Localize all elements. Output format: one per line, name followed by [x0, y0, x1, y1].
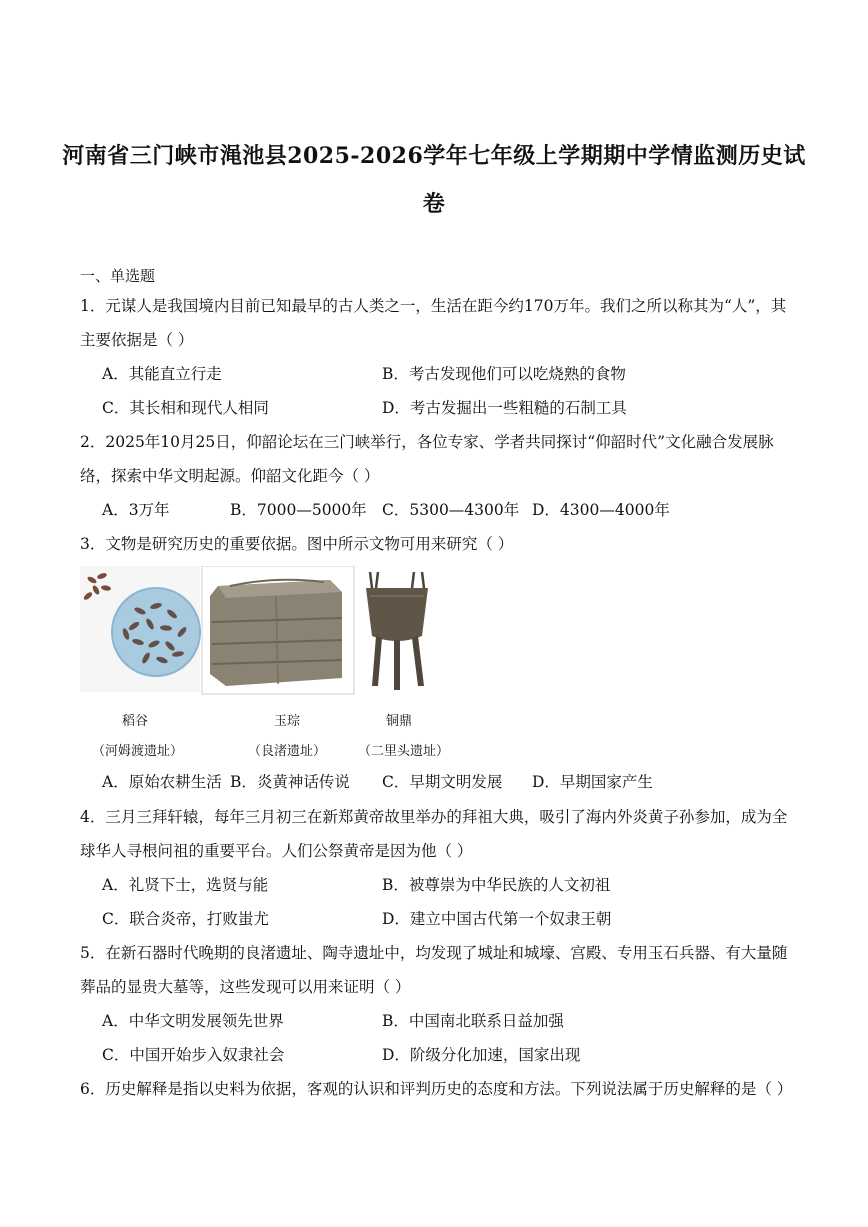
option-a[interactable]: A．3万年 — [102, 501, 170, 519]
artifacts-image — [80, 566, 440, 696]
options-row — [80, 902, 800, 936]
bronze-ding-image — [358, 566, 440, 694]
option-b[interactable]: B．被尊崇为中华民族的人文初祖 — [382, 876, 611, 894]
option-d[interactable]: D．早期国家产生 — [532, 773, 653, 791]
options-row — [80, 1038, 800, 1072]
question-2 — [80, 425, 800, 527]
option-b[interactable]: B．中国南北联系日益加强 — [382, 1012, 564, 1030]
question-stem: 6．历史解释是指以史料为依据，客观的认识和评判历史的态度和方法。下列说法属于历史解释的是（ ） — [80, 1080, 793, 1098]
question-3 — [80, 527, 800, 561]
caption-ding: 铜鼎 — [386, 714, 413, 729]
section-heading: 一、单选题 — [80, 267, 156, 285]
option-a[interactable]: A．中华文明发展领先世界 — [102, 1012, 284, 1030]
question-6 — [80, 1072, 800, 1106]
jade-cong-image — [202, 566, 354, 694]
option-c[interactable]: C．中国开始步入奴隶社会 — [102, 1046, 285, 1064]
option-a[interactable]: A．礼贤下士，选贤与能 — [102, 876, 269, 894]
option-d[interactable]: D．4300—4000年 — [532, 501, 670, 519]
option-d[interactable]: D．建立中国古代第一个奴隶王朝 — [382, 910, 612, 928]
option-c[interactable]: C．其长相和现代人相同 — [102, 399, 269, 417]
question-stem: 3．文物是研究历史的重要依据。图中所示文物可用来研究（ ） — [80, 535, 514, 553]
question-stem: 5．在新石器时代晚期的良渚遗址、陶寺遗址中，均发现了城址和城壕、宫殿、专用玉石兵器、有大量随葬品的显贵大墓等，这些发现可以用来证明（ ） — [80, 944, 788, 996]
question-4 — [80, 800, 800, 936]
page-title: 河南省三门峡市渑池县2025-2026学年七年级上学期期中学情监测历史试卷 — [62, 143, 806, 217]
question-5 — [80, 936, 800, 1072]
option-c[interactable]: C．5300—4300年 — [382, 501, 520, 519]
option-d[interactable]: D．阶级分化加速，国家出现 — [382, 1046, 581, 1064]
option-b[interactable]: B．7000—5000年 — [230, 501, 367, 519]
options-row — [80, 1004, 800, 1038]
options-row — [80, 391, 800, 425]
caption-rice-site: （河姆渡遗址） — [92, 744, 184, 759]
rice-grain-image — [80, 566, 200, 692]
caption-cong: 玉琮 — [274, 714, 301, 729]
question-stem: 2．2025年10月25日，仰韶论坛在三门峡举行，各位专家、学者共同探讨“仰韶时代”文化融合发展脉络，探索中华文明起源。仰韶文化距今（ ） — [80, 433, 774, 485]
caption-cong-site: （良渚遗址） — [248, 744, 327, 759]
artifacts-figure — [80, 566, 450, 762]
options-row — [80, 493, 800, 527]
options-row — [80, 765, 800, 799]
option-a[interactable]: A．原始农耕生活 — [102, 773, 222, 791]
option-d[interactable]: D．考古发掘出一些粗糙的石制工具 — [382, 399, 627, 417]
option-a[interactable]: A．其能直立行走 — [102, 365, 222, 383]
option-b[interactable]: B．炎黄神话传说 — [230, 773, 350, 791]
option-b[interactable]: B．考古发现他们可以吃烧熟的食物 — [382, 365, 626, 383]
question-1 — [80, 289, 800, 425]
question-stem: 4．三月三拜轩辕，每年三月初三在新郑黄帝故里举办的拜祖大典，吸引了海内外炎黄子孙参加，成为全球华人寻根问祖的重要平台。人们公祭黄帝是因为他（ ） — [80, 808, 788, 860]
options-row — [80, 868, 800, 902]
caption-rice: 稻谷 — [122, 714, 149, 729]
question-stem: 1．元谋人是我国境内目前已知最早的古人类之一，生活在距今约170万年。我们之所以称其为“人”，其主要依据是（ ） — [80, 297, 787, 349]
options-row — [80, 357, 800, 391]
option-c[interactable]: C．早期文明发展 — [382, 773, 503, 791]
option-c[interactable]: C．联合炎帝，打败蚩尤 — [102, 910, 269, 928]
question-3-options — [80, 765, 800, 799]
caption-ding-site: （二里头遗址） — [358, 744, 450, 759]
